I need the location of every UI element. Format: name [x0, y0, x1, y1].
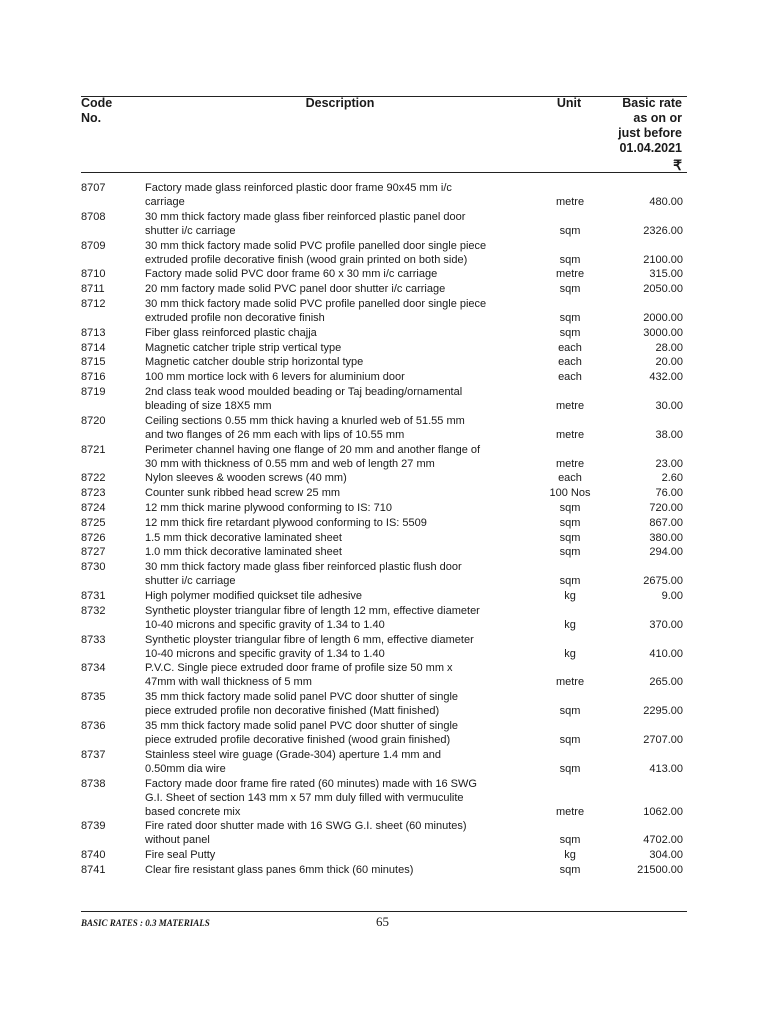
table-row	[81, 501, 687, 516]
item-code: 8738	[81, 777, 106, 790]
table-row	[81, 748, 687, 777]
description-line: 10-40 microns and specific gravity of 1.34 to 1.40	[145, 647, 385, 660]
item-rate: 2000.00	[643, 311, 683, 324]
item-rate: 370.00	[649, 618, 683, 631]
item-rate: 413.00	[649, 762, 683, 775]
table-row	[81, 633, 687, 662]
description-line: Nylon sleeves & wooden screws (40 mm)	[145, 472, 347, 485]
item-code: 8714	[81, 341, 106, 354]
item-rate: 265.00	[649, 676, 683, 689]
table-row	[81, 326, 687, 341]
table-row	[81, 545, 687, 560]
item-code: 8732	[81, 604, 106, 617]
table-row	[81, 181, 687, 210]
description-line: High polymer modified quickset tile adhesive	[145, 589, 363, 602]
item-unit: sqm	[559, 516, 581, 529]
description-line: 35 mm thick factory made solid panel PVC door shutter of single	[145, 691, 459, 704]
table-row	[81, 486, 687, 501]
header-rate-line4: 01.04.2021	[619, 141, 682, 155]
item-unit: metre	[555, 676, 585, 689]
item-code: 8720	[81, 414, 106, 427]
item-code: 8716	[81, 371, 106, 384]
item-description	[145, 633, 541, 661]
description-line: Counter sunk ribbed head screw 25 mm	[145, 487, 341, 500]
table-row	[81, 341, 687, 356]
item-rate: 2295.00	[643, 705, 683, 718]
item-description	[145, 210, 541, 238]
item-code: 8730	[81, 561, 106, 574]
item-unit: sqm	[559, 863, 581, 876]
item-code: 8710	[81, 268, 106, 281]
item-rate: 315.00	[649, 268, 683, 281]
table-row	[81, 661, 687, 690]
table-row	[81, 239, 687, 268]
item-unit: sqm	[559, 283, 581, 296]
item-rate: 30.00	[655, 399, 683, 412]
table-row	[81, 604, 687, 633]
item-unit: metre	[555, 457, 585, 470]
item-description	[145, 181, 541, 209]
description-line: 35 mm thick factory made solid panel PVC door shutter of single	[145, 719, 459, 732]
item-rate: 720.00	[649, 501, 683, 514]
description-line: based concrete mix	[145, 805, 241, 818]
footer-rule	[81, 911, 687, 912]
table-row	[81, 414, 687, 443]
item-description	[145, 471, 541, 485]
table-row	[81, 297, 687, 326]
description-line: Magnetic catcher double strip horizontal type	[145, 356, 364, 369]
item-description	[145, 516, 541, 530]
item-rate: 1062.00	[643, 805, 683, 818]
item-unit: kg	[564, 849, 576, 862]
item-unit: sqm	[559, 705, 581, 718]
table-row	[81, 819, 687, 848]
description-line: 100 mm mortice lock with 6 levers for aluminium door	[145, 371, 405, 384]
item-unit: sqm	[559, 531, 581, 544]
item-unit: metre	[555, 196, 585, 208]
item-rate: 2707.00	[643, 733, 683, 746]
item-rate: 294.00	[649, 546, 683, 559]
item-unit: each	[558, 341, 582, 354]
description-line: 30 mm with thickness of 0.55 mm and web of length 27 mm	[145, 457, 435, 470]
item-code: 8722	[81, 472, 106, 485]
description-line: 12 mm thick fire retardant plywood conforming to IS: 5509	[145, 516, 427, 529]
item-unit: kg	[564, 647, 576, 660]
description-line: 1.5 mm thick decorative laminated sheet	[145, 531, 342, 544]
item-unit: sqm	[559, 311, 581, 324]
item-code: 8723	[81, 487, 106, 500]
header-unit: Unit	[556, 96, 582, 110]
item-unit: metre	[555, 268, 585, 281]
description-line: Synthetic ployster triangular fibre of length 6 mm, effective diameter	[145, 633, 474, 646]
item-description	[145, 545, 541, 559]
description-line: Ceiling sections 0.55 mm thick having a knurled web of 51.55 mm	[145, 414, 465, 427]
description-line: without panel	[145, 834, 210, 847]
item-rate: 2326.00	[643, 224, 683, 237]
item-code: 8734	[81, 662, 106, 675]
description-line: extruded profile non decorative finish	[145, 311, 325, 324]
item-code: 8725	[81, 516, 106, 529]
item-unit: sqm	[559, 546, 581, 559]
description-line: 12 mm thick marine plywood conforming to IS: 710	[145, 501, 393, 514]
description-line: 47mm with wall thickness of 5 mm	[145, 676, 312, 689]
item-rate: 23.00	[655, 457, 683, 470]
table-row	[81, 863, 687, 878]
item-code: 8724	[81, 501, 106, 514]
item-description	[145, 239, 541, 267]
item-code: 8709	[81, 239, 106, 252]
item-rate: 304.00	[649, 849, 683, 862]
item-code: 8741	[81, 863, 106, 876]
item-description	[145, 560, 541, 588]
description-line: Magnetic catcher triple strip vertical type	[145, 341, 342, 354]
description-line: carriage	[145, 196, 185, 208]
table-row	[81, 560, 687, 589]
header-rate-line1: Basic rate	[622, 96, 682, 110]
description-line: Factory made solid PVC door frame 60 x 30 mm i/c carriage	[145, 268, 438, 281]
item-description	[145, 443, 541, 471]
table-row	[81, 589, 687, 604]
item-code: 8707	[81, 182, 106, 194]
item-description	[145, 486, 541, 500]
item-unit: each	[558, 356, 582, 369]
item-rate: 9.00	[661, 589, 683, 602]
item-code: 8731	[81, 589, 106, 602]
description-line: P.V.C. Single piece extruded door frame of profile size 50 mm x	[145, 662, 453, 675]
item-unit: metre	[555, 399, 585, 412]
item-description	[145, 370, 541, 384]
description-line: 2nd class teak wood moulded beading or Taj beading/ornamental	[145, 385, 463, 398]
rupee-icon: ₹	[673, 157, 682, 173]
item-description	[145, 267, 541, 281]
description-line: Factory made door frame fire rated (60 minutes) made with 16 SWG	[145, 777, 477, 790]
item-code: 8721	[81, 443, 106, 456]
item-code: 8712	[81, 297, 106, 310]
table-row	[81, 210, 687, 239]
table-row	[81, 267, 687, 282]
item-rate: 410.00	[649, 647, 683, 660]
item-code: 8715	[81, 356, 106, 369]
description-line: 0.50mm dia wire	[145, 762, 226, 775]
item-description	[145, 501, 541, 515]
item-unit: each	[558, 371, 582, 384]
item-rate: 867.00	[649, 516, 683, 529]
header-rate-line3: just before	[618, 126, 682, 140]
item-unit: sqm	[559, 733, 581, 746]
item-description	[145, 863, 541, 877]
item-rate: 380.00	[649, 531, 683, 544]
item-unit: sqm	[559, 575, 581, 588]
rates-table-body	[81, 181, 687, 878]
item-rate: 76.00	[655, 487, 683, 500]
table-row	[81, 443, 687, 472]
item-description	[145, 414, 541, 442]
description-line: shutter i/c carriage	[145, 224, 236, 237]
description-line: 30 mm thick factory made glass fiber reinforced plastic panel door	[145, 210, 466, 223]
item-code: 8735	[81, 691, 106, 704]
table-row	[81, 516, 687, 531]
item-description	[145, 661, 541, 689]
item-rate: 480.00	[649, 196, 683, 208]
table-row	[81, 777, 687, 820]
footer-section-label: BASIC RATES : 0.3 MATERIALS	[81, 918, 210, 928]
description-line: bleading of size 18X5 mm	[145, 399, 272, 412]
item-description	[145, 819, 541, 847]
item-description	[145, 326, 541, 340]
description-line: 30 mm thick factory made solid PVC profile panelled door single piece	[145, 239, 487, 252]
description-line: G.I. Sheet of section 143 mm x 57 mm duly filled with vermuculite	[145, 791, 464, 804]
description-line: Fiber glass reinforced plastic chajja	[145, 326, 317, 339]
header-rule	[81, 172, 687, 173]
item-unit: sqm	[559, 834, 581, 847]
item-rate: 38.00	[655, 428, 683, 441]
description-line: 30 mm thick factory made glass fiber reinforced plastic flush door	[145, 561, 462, 574]
description-line: Factory made glass reinforced plastic door frame 90x45 mm i/c	[145, 182, 452, 194]
item-code: 8711	[81, 283, 105, 296]
description-line: Stainless steel wire guage (Grade-304) aperture 1.4 mm and	[145, 748, 441, 761]
item-unit: metre	[555, 428, 585, 441]
item-description	[145, 297, 541, 325]
table-row	[81, 370, 687, 385]
description-line: extruded profile decorative finish (wood grain printed on both side)	[145, 253, 468, 266]
header-code-line2: No.	[81, 111, 102, 125]
description-line: Fire rated door shutter made with 16 SWG G.I. sheet (60 minutes)	[145, 820, 467, 833]
item-unit: sqm	[559, 253, 581, 266]
item-description	[145, 719, 541, 747]
description-line: 30 mm thick factory made solid PVC profile panelled door single piece	[145, 297, 487, 310]
item-description	[145, 748, 541, 776]
description-line: Perimeter channel having one flange of 20 mm and another flange of	[145, 443, 481, 456]
header-code	[81, 96, 131, 126]
item-description	[145, 848, 541, 862]
item-rate: 2.60	[661, 472, 683, 485]
item-description	[145, 282, 541, 296]
header-basic-rate	[605, 96, 682, 173]
description-line: Clear fire resistant glass panes 6mm thick (60 minutes)	[145, 863, 414, 876]
description-line: Fire seal Putty	[145, 849, 216, 862]
item-unit: each	[558, 472, 582, 485]
header-rate-line2: as on or	[633, 111, 682, 125]
page-number: 65	[376, 914, 389, 929]
item-unit: sqm	[559, 224, 581, 237]
item-rate: 2050.00	[643, 283, 683, 296]
item-unit: kg	[564, 589, 576, 602]
table-row	[81, 848, 687, 863]
item-rate: 28.00	[655, 341, 683, 354]
item-unit: sqm	[559, 762, 581, 775]
item-description	[145, 777, 541, 819]
item-rate: 2100.00	[643, 253, 683, 266]
item-description	[145, 355, 541, 369]
table-row	[81, 355, 687, 370]
item-rate: 4702.00	[643, 834, 683, 847]
description-line: 20 mm factory made solid PVC panel door shutter i/c carriage	[145, 283, 446, 296]
table-row	[81, 690, 687, 719]
description-line: piece extruded profile non decorative finished (Matt finished)	[145, 705, 440, 718]
item-description	[145, 690, 541, 718]
description-line: Synthetic ployster triangular fibre of length 12 mm, effective diameter	[145, 604, 480, 617]
item-unit: 100 Nos	[549, 487, 591, 500]
item-rate: 20.00	[655, 356, 683, 369]
table-row	[81, 531, 687, 546]
header-code-line1: Code	[81, 96, 113, 110]
item-code: 8739	[81, 820, 106, 833]
description-line: 1.0 mm thick decorative laminated sheet	[145, 546, 342, 559]
item-unit: metre	[555, 805, 585, 818]
description-line: 10-40 microns and specific gravity of 1.34 to 1.40	[145, 618, 385, 631]
item-unit: kg	[564, 618, 576, 631]
item-description	[145, 385, 541, 413]
item-code: 8726	[81, 531, 106, 544]
table-row	[81, 385, 687, 414]
description-line: shutter i/c carriage	[145, 575, 236, 588]
item-rate: 432.00	[649, 371, 683, 384]
table-row	[81, 719, 687, 748]
table-row	[81, 282, 687, 297]
item-rate: 21500.00	[637, 863, 683, 876]
item-description	[145, 341, 541, 355]
item-rate: 2675.00	[643, 575, 683, 588]
item-code: 8737	[81, 748, 106, 761]
item-rate: 3000.00	[643, 326, 683, 339]
item-code: 8727	[81, 546, 106, 559]
item-description	[145, 589, 541, 603]
item-code: 8708	[81, 210, 106, 223]
description-line: and two flanges of 26 mm each with lips of 10.55 mm	[145, 428, 405, 441]
table-row	[81, 471, 687, 486]
description-line: piece extruded profile decorative finished (wood grain finished)	[145, 733, 451, 746]
item-unit: sqm	[559, 501, 581, 514]
item-code: 8733	[81, 633, 106, 646]
item-description	[145, 531, 541, 545]
header-description: Description	[305, 96, 375, 110]
item-description	[145, 604, 541, 632]
item-code: 8719	[81, 385, 106, 398]
item-code: 8713	[81, 326, 106, 339]
item-code: 8736	[81, 719, 106, 732]
item-code: 8740	[81, 849, 106, 862]
item-unit: sqm	[559, 326, 581, 339]
